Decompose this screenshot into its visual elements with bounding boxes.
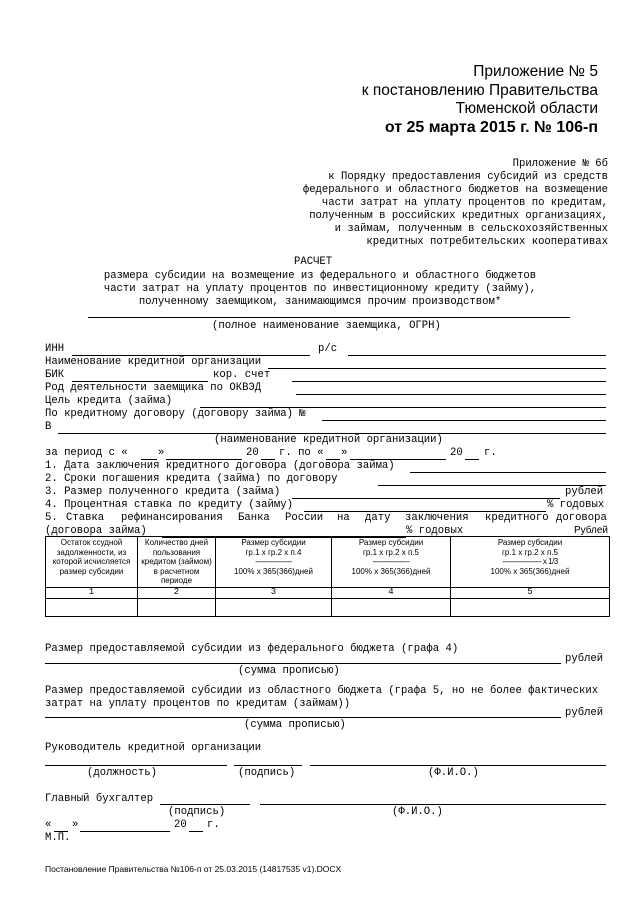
table-cell-3[interactable] bbox=[216, 598, 332, 616]
header-line1: Приложение № 5 bbox=[473, 63, 598, 80]
federal-subsidy-field[interactable] bbox=[45, 663, 561, 664]
fio2-caption: (Ф.И.О.) bbox=[392, 806, 443, 818]
in-label: В bbox=[45, 421, 52, 433]
federal-subsidy-label: Размер предоставляемой субсидии из федерального бюджета (графа 4) bbox=[45, 643, 459, 655]
title-line3: полученному заемщиком, занимающимся прочим производством* bbox=[138, 296, 502, 308]
table-num-3: 3 bbox=[216, 587, 332, 598]
appendix-line5: полученным в российских кредитных организациях, bbox=[309, 210, 608, 222]
table-num-5: 5 bbox=[451, 587, 610, 598]
contract-field[interactable] bbox=[322, 420, 606, 421]
title-line2: части затрат на уплату процентов по инвестиционному кредиту (займу), bbox=[103, 283, 537, 295]
borrower-caption: (полное наименование заемщика, ОГРН) bbox=[212, 320, 441, 332]
header-line4: от 25 марта 2015 г. № 106-п bbox=[384, 119, 598, 136]
chief-accountant-label: Главный бухгалтер bbox=[45, 793, 154, 805]
appendix-line1: Приложение № 6б bbox=[512, 158, 608, 170]
period-quote1: » bbox=[158, 447, 165, 459]
appendix-line6: и займам, полученным в сельскохозяйственных bbox=[334, 223, 608, 235]
period-year2-prefix: 20 bbox=[450, 447, 463, 459]
credit-org-label: Наименование кредитной организации bbox=[45, 356, 262, 368]
period-year2-suffix: г. bbox=[484, 447, 497, 459]
item5-word5: России bbox=[285, 512, 324, 524]
item4-unit: % годовых bbox=[547, 499, 605, 511]
footer-filename: Постановление Правительства №106-п от 25.03.2015 (14817535 v1).DOCX bbox=[45, 864, 342, 874]
item5-word3: рефинансирования bbox=[121, 512, 223, 524]
inn-label: ИНН bbox=[45, 343, 65, 355]
fio1-field[interactable] bbox=[310, 765, 606, 766]
okved-field[interactable] bbox=[296, 394, 606, 395]
date-quote-open: « bbox=[45, 819, 52, 831]
signature1-caption: (подпись) bbox=[238, 767, 296, 779]
col4-dash: ----------------- bbox=[372, 557, 410, 566]
rs-label: р/с bbox=[318, 343, 338, 355]
item5-word9: кредитного bbox=[485, 512, 549, 524]
purpose-label: Цель кредита (займа) bbox=[45, 395, 173, 407]
regional-sum-caption: (сумма прописью) bbox=[244, 719, 346, 731]
item5-word8: заключения bbox=[405, 512, 469, 524]
table-num-4: 4 bbox=[332, 587, 451, 598]
item3-field[interactable] bbox=[292, 498, 560, 499]
col5-dash: ------------------ х 1/3 bbox=[502, 557, 558, 566]
date-quote-close: » bbox=[72, 819, 79, 831]
credit-org-field[interactable] bbox=[268, 368, 606, 369]
table-unit: Рублей bbox=[573, 525, 608, 536]
table-cell-4[interactable] bbox=[332, 598, 451, 616]
calculation-table bbox=[45, 536, 610, 617]
item5-word4: Банка bbox=[238, 512, 270, 524]
appendix-line4: части затрат на уплату процентов по кредитам, bbox=[321, 197, 608, 209]
item5-word6: на bbox=[337, 512, 350, 524]
appendix-line7: кредитных потребительских кооперативах bbox=[366, 236, 608, 248]
title-line1: размера субсидии на возмещение из федерального и областного бюджетов bbox=[103, 270, 537, 282]
table-col4-header bbox=[332, 537, 451, 588]
fio1-caption: (Ф.И.О.) bbox=[428, 767, 479, 779]
signature2-field[interactable] bbox=[160, 804, 250, 805]
borrower-line bbox=[88, 317, 570, 318]
date-year-field[interactable] bbox=[189, 831, 203, 832]
position-field[interactable] bbox=[45, 765, 227, 766]
col3-formula: гр.1 х гр.2 х п.4 bbox=[245, 547, 302, 557]
table-cell-1[interactable] bbox=[46, 598, 138, 616]
col4-title: Размер субсидии bbox=[358, 538, 424, 547]
date-year-suffix: г. bbox=[207, 819, 220, 831]
col5-denominator: 100% х 365(366)дней bbox=[490, 566, 570, 576]
regional-subsidy-line2: затрат на уплату процентов по кредитам (займам)) bbox=[45, 698, 351, 710]
okved-label: Род деятельности заемщика по ОКВЭД bbox=[45, 382, 262, 394]
table-col2-header: Количество дней пользования кредитом (займом) в расчетном периоде bbox=[138, 537, 216, 588]
table-cell-5[interactable] bbox=[451, 598, 610, 616]
position-caption: (должность) bbox=[87, 767, 157, 779]
header-line3: Тюменской области bbox=[455, 100, 598, 117]
regional-subsidy-unit: рублей bbox=[565, 707, 604, 719]
item3-label: 3. Размер полученного кредита (займа) bbox=[45, 486, 281, 498]
contract-label: По кредитному договору (договору займа) № bbox=[45, 408, 306, 420]
item5-word2: Ставка bbox=[66, 512, 105, 524]
item5-line2: (договора займа) bbox=[45, 525, 147, 537]
period-year2-field[interactable] bbox=[465, 459, 479, 460]
date-month-field[interactable] bbox=[80, 831, 170, 832]
item2-label: 2. Сроки погашения кредита (займа) по договору bbox=[45, 473, 338, 485]
fio2-field[interactable] bbox=[260, 804, 606, 805]
item4-label: 4. Процентная ставка по кредиту (займу) bbox=[45, 499, 293, 511]
period-quote2: » bbox=[341, 447, 348, 459]
table-cell-2[interactable] bbox=[138, 598, 216, 616]
col3-dash: ----------------- bbox=[255, 557, 292, 566]
item1-field[interactable] bbox=[410, 472, 606, 473]
bank-head-label: Руководитель кредитной организации bbox=[45, 742, 262, 754]
stamp-place-label: М.П. bbox=[45, 832, 71, 844]
date-year-prefix: 20 bbox=[174, 819, 187, 831]
table-data-row bbox=[46, 598, 610, 616]
col5-formula: гр.1 х гр.2 х п.5 bbox=[502, 547, 558, 557]
kor-field[interactable] bbox=[292, 381, 606, 382]
period-to-label: г. по « bbox=[279, 447, 324, 459]
bik-label: БИК bbox=[45, 369, 65, 381]
item5-word10: договора bbox=[556, 512, 607, 524]
credit-org-caption: (наименование кредитной организации) bbox=[214, 434, 443, 446]
table-col1-header: Остаток ссудной задолженности, из которой исчисляется размер субсидии bbox=[46, 537, 138, 588]
title-word: РАСЧЕТ bbox=[294, 256, 333, 268]
kor-label: кор. счет bbox=[213, 369, 271, 381]
table-num-2: 2 bbox=[138, 587, 216, 598]
table-header-row bbox=[46, 537, 610, 588]
item5-word1: 5. bbox=[45, 512, 58, 524]
table-col3-header bbox=[216, 537, 332, 588]
item5-word7: дату bbox=[365, 512, 391, 524]
regional-subsidy-line1: Размер предоставляемой субсидии из областного бюджета (графа 5, но не более фактических bbox=[45, 685, 599, 697]
table-num-1: 1 bbox=[46, 587, 138, 598]
period-from-label: за период с « bbox=[45, 447, 128, 459]
rs-field[interactable] bbox=[348, 355, 606, 356]
col5-title: Размер субсидии bbox=[497, 538, 563, 547]
federal-subsidy-unit: рублей bbox=[565, 653, 604, 665]
table-number-row bbox=[46, 587, 610, 598]
period-year1-prefix: 20 bbox=[246, 447, 259, 459]
item5-unit: % годовых bbox=[406, 525, 464, 537]
col3-title: Размер субсидии bbox=[241, 538, 306, 547]
appendix-line3: федерального и областного бюджетов на возмещение bbox=[302, 184, 608, 196]
col3-denominator: 100% х 365(366)дней bbox=[234, 566, 313, 576]
col4-formula: гр.1 х гр.2 х п.5 bbox=[363, 547, 419, 557]
header-line2: к постановлению Правительства bbox=[361, 82, 598, 99]
item1-label: 1. Дата заключения кредитного договора (договора займа) bbox=[45, 460, 395, 472]
regional-subsidy-field[interactable] bbox=[45, 717, 561, 718]
item3-unit: рублей bbox=[565, 486, 604, 498]
appendix-line2: к Порядку предоставления субсидий из средств bbox=[328, 171, 608, 183]
table-col5-header bbox=[451, 537, 610, 588]
col4-denominator: 100% х 365(366)дней bbox=[351, 566, 431, 576]
signature2-caption: (подпись) bbox=[168, 806, 226, 818]
federal-sum-caption: (сумма прописью) bbox=[238, 665, 340, 677]
signature1-field[interactable] bbox=[234, 765, 302, 766]
